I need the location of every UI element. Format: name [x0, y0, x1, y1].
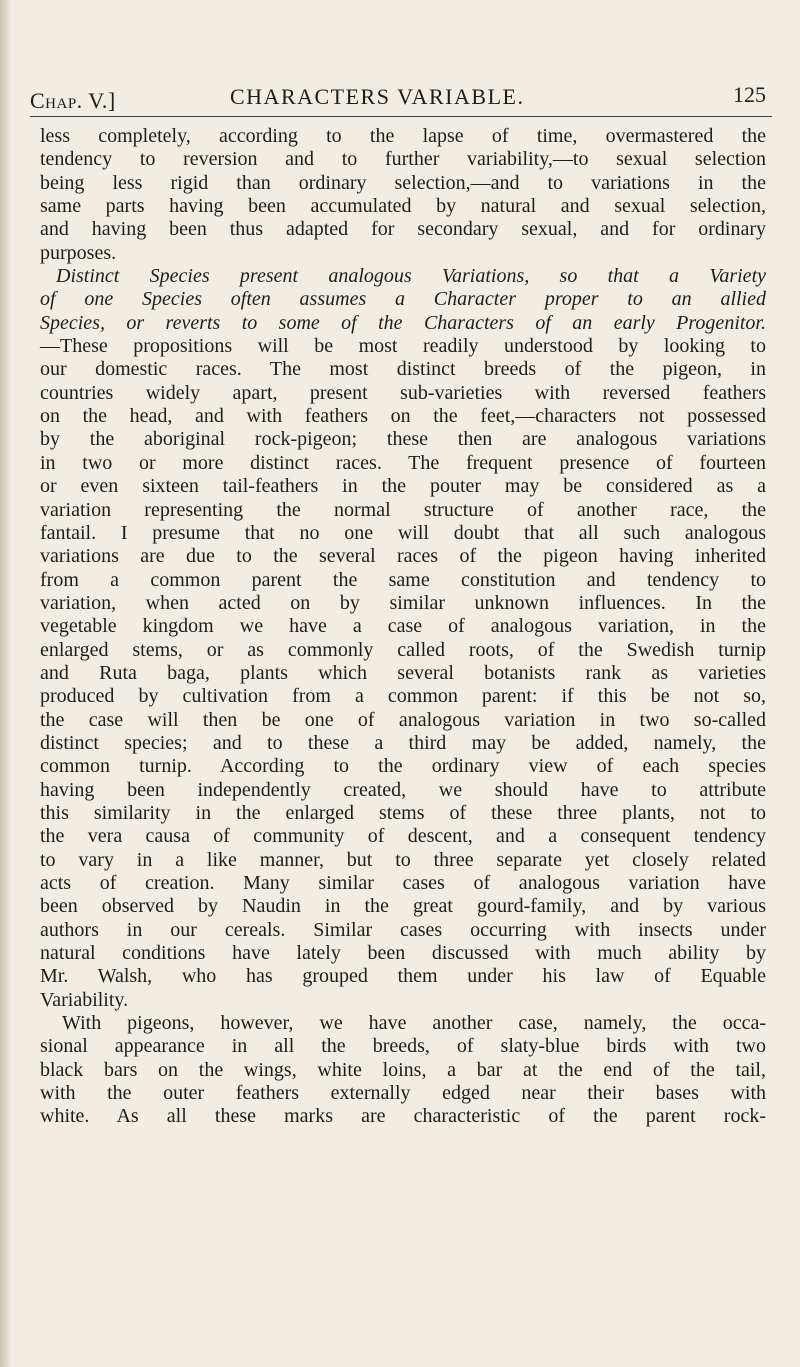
- text-line: being less rigid than ordinary selection,—and to variations in the: [40, 171, 766, 194]
- page-gutter-shadow: [0, 0, 12, 1367]
- text-line: to vary in a like manner, but to three separate yet closely related: [40, 848, 766, 871]
- text-line: with the outer feathers externally edged near their bases with: [40, 1082, 766, 1105]
- text-line: same parts having been accumulated by natural and sexual selection,: [40, 195, 766, 218]
- text-line: Variability.: [40, 988, 129, 1011]
- header-rule: [30, 116, 772, 117]
- text-line: less completely, according to the lapse of time, overmastered the: [40, 125, 766, 147]
- text-line: sional appearance in all the breeds, of slaty-blue birds with two: [40, 1035, 766, 1058]
- text-line: produced by cultivation from a common parent: if this be not so,: [40, 685, 766, 708]
- section-heading-line: Species, or reverts to some of the Characters of an early Progenitor.: [40, 311, 766, 334]
- text-line: this similarity in the enlarged stems of these three plants, not to: [40, 801, 766, 824]
- text-line: countries widely apart, present sub-varieties with reversed feathers: [40, 381, 766, 404]
- text-line: and Ruta baga, plants which several botanists rank as varieties: [40, 661, 766, 684]
- text-line: With pigeons, however, we have another case, namely, the occa-: [62, 1012, 766, 1035]
- text-line: been observed by Naudin in the great gourd-family, and by various: [40, 895, 766, 918]
- text-line: and having been thus adapted for secondary sexual, and for ordinary: [40, 218, 766, 241]
- text-line: variation representing the normal structure of another race, the: [40, 498, 766, 521]
- text-line: natural conditions have lately been discussed with much ability by: [40, 942, 766, 965]
- text-line: on the head, and with feathers on the feet,—characters not possessed: [40, 405, 766, 428]
- text-line: vegetable kingdom we have a case of analogous variation, in the: [40, 615, 766, 638]
- text-line: enlarged stems, or as commonly called roots, of the Swedish turnip: [40, 638, 766, 661]
- page-number: 125: [733, 82, 766, 107]
- running-title: CHARACTERS VARIABLE.: [230, 84, 525, 109]
- section-heading-line: of one Species often assumes a Character proper to an allied: [40, 288, 766, 311]
- text-line: purposes.: [40, 241, 117, 264]
- text-line: common turnip. According to the ordinary view of each species: [40, 755, 766, 778]
- text-line: in two or more distinct races. The frequent presence of fourteen: [40, 451, 766, 474]
- text-line: black bars on the wings, white loins, a bar at the end of the tail,: [40, 1058, 766, 1081]
- body-text: [40, 125, 766, 1129]
- text-line: acts of creation. Many similar cases of analogous variation have: [40, 872, 766, 894]
- text-line: having been independently created, we should have to attribute: [40, 778, 766, 801]
- chapter-label: Chap. V.]: [30, 88, 116, 113]
- text-line: or even sixteen tail-feathers in the pouter may be considered as a: [40, 475, 766, 498]
- book-page: [30, 0, 772, 1367]
- text-line: fantail. I presume that no one will doubt that all such analogous: [40, 521, 766, 544]
- text-line: white. As all these marks are characteristic of the parent rock-: [40, 1105, 766, 1128]
- text-line: by the aboriginal rock-pigeon; these then are analogous variations: [40, 428, 766, 451]
- text-line: the vera causa of community of descent, and a consequent tendency: [40, 825, 766, 848]
- text-line: variation, when acted on by similar unknown influences. In the: [40, 591, 766, 614]
- text-line: tendency to reversion and to further variability,—to sexual selection: [40, 148, 766, 171]
- text-line: —These propositions will be most readily understood by looking to: [40, 335, 766, 358]
- text-line: variations are due to the several races of the pigeon having inherited: [40, 545, 766, 568]
- text-line: authors in our cereals. Similar cases occurring with insects under: [40, 918, 766, 941]
- text-line: our domestic races. The most distinct breeds of the pigeon, in: [40, 358, 766, 381]
- running-head: [30, 82, 772, 112]
- text-line: from a common parent the same constitution and tendency to: [40, 568, 766, 591]
- text-line: Mr. Walsh, who has grouped them under his law of Equable: [40, 965, 766, 988]
- section-heading-line: Distinct Species present analogous Variations, so that a Variety: [56, 265, 766, 288]
- text-line: the case will then be one of analogous variation in two so-called: [40, 708, 766, 731]
- text-line: distinct species; and to these a third may be added, namely, the: [40, 731, 766, 754]
